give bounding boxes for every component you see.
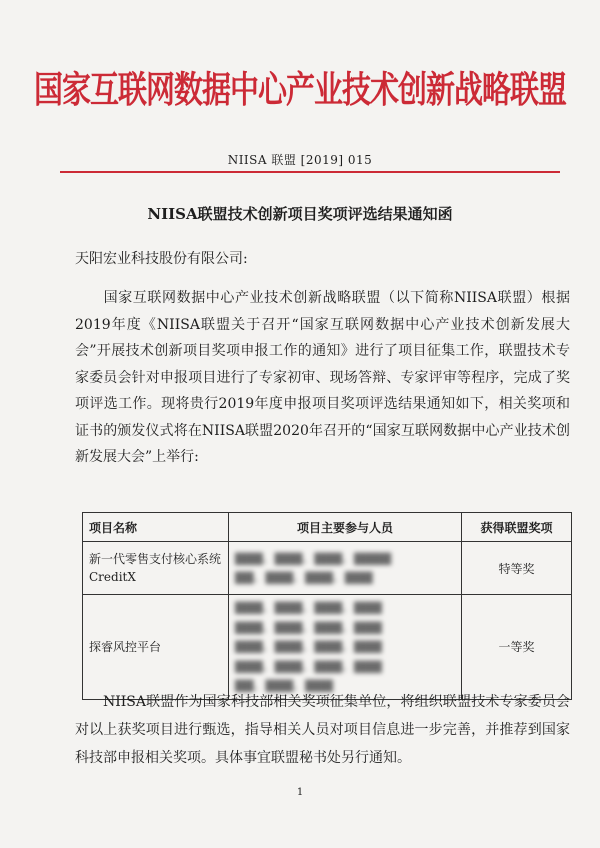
salutation: 天阳宏业科技股份有限公司: <box>75 251 248 267</box>
body-paragraph-1-text: 国家互联网数据中心产业技术创新战略联盟（以下简称NIISA联盟）根据2019年度《NIISA联盟关于召开“国家互联网数据中心产业技术创新发展大会”开展技术创新项目奖项申报工作的通知》进行了项目征集工作，联盟技术专家委员会针对申报项目进行了专家初审、现场答辩、专家评审等程序，完成了奖项评选工作。现将贵行2019年度申报项目奖项评选结果通知如下，相关奖项和证书的颁发仪式将在NIISA联盟2020年召开的“国家互联网数据中心产业技术创新发展大会”上举行: <box>75 290 570 465</box>
body-paragraph-1 <box>75 285 570 471</box>
redacted-names: ▇▇▇、▇▇▇、▇▇▇、▇▇▇ ▇▇▇、▇▇▇、▇▇▇、▇▇▇ ▇▇▇、▇▇▇、▇▇▇、▇▇▇ ▇▇▇、▇▇▇、▇▇▇、▇▇▇ ▇▇、▇▇▇、▇▇▇ <box>235 600 382 692</box>
header-award: 获得联盟奖项 <box>462 513 572 542</box>
participants-cell-redacted <box>229 542 462 595</box>
page-number: 1 <box>296 787 304 798</box>
header-project-name: 项目名称 <box>83 513 229 542</box>
participants-cell-redacted <box>229 595 462 700</box>
table-row <box>83 542 572 595</box>
header-divider <box>60 171 560 173</box>
header-participants: 项目主要参与人员 <box>229 513 462 542</box>
org-title: 国家互联网数据中心产业技术创新战略联盟 <box>33 68 566 111</box>
award-cell: 一等奖 <box>462 595 572 700</box>
awards-table <box>82 512 572 700</box>
project-name-cell: 新一代零售支付核心系统 CreditX <box>83 542 229 595</box>
redacted-names: ▇▇▇、▇▇▇、▇▇▇、▇▇▇▇ ▇▇、▇▇▇、▇▇▇、▇▇▇ <box>235 550 391 584</box>
table-row <box>83 595 572 700</box>
table-header-row <box>83 513 572 542</box>
body-paragraph-2-text: NIISA联盟作为国家科技部相关奖项征集单位，将组织联盟技术专家委员会对以上获奖项目进行甄选，指导相关人员对项目信息进一步完善，并推荐到国家科技部申报相关奖项。具体事宜联盟秘书处另行通知。 <box>75 694 570 766</box>
project-name-cell: 探睿风控平台 <box>83 595 229 700</box>
doc-number: NIISA 联盟 [2019] 015 <box>227 153 373 167</box>
body-paragraph-2 <box>75 688 570 772</box>
award-cell: 特等奖 <box>462 542 572 595</box>
notice-title: NIISA联盟技术创新项目奖项评选结果通知函 <box>147 205 453 223</box>
